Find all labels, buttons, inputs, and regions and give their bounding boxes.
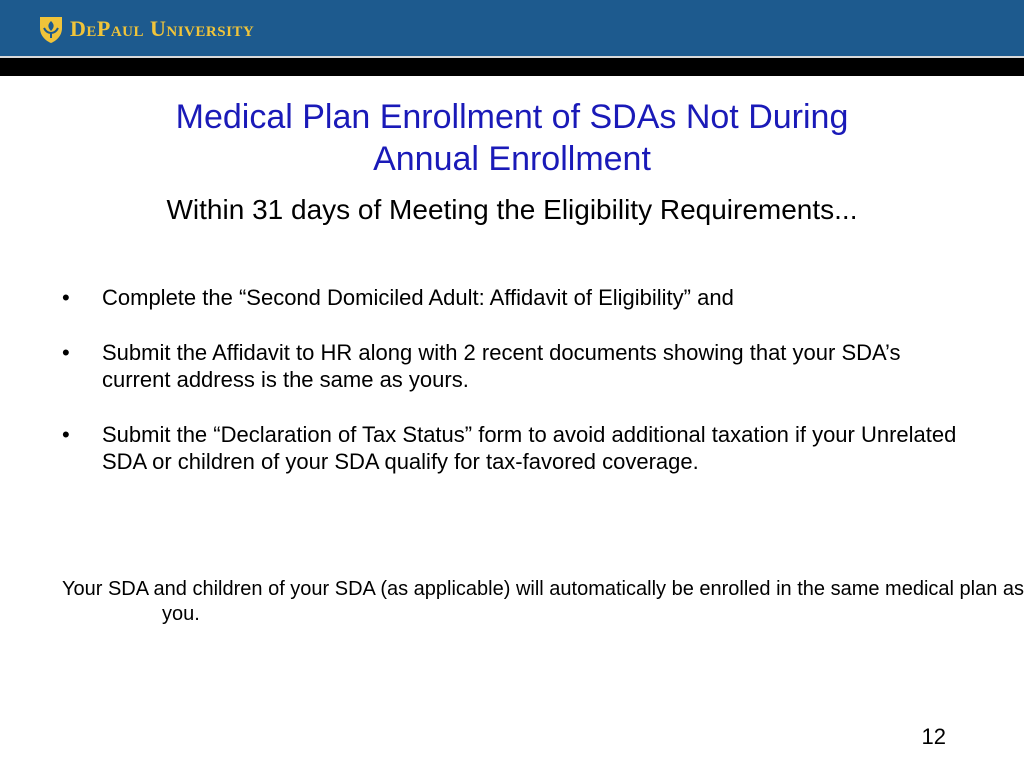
title-line-2: Annual Enrollment — [373, 140, 651, 178]
bullet-marker: • — [62, 340, 70, 365]
bullet-list — [62, 284, 962, 503]
slide-title — [60, 96, 964, 180]
title-line-1: Medical Plan Enrollment of SDAs Not During — [175, 98, 849, 136]
bullet-item — [62, 284, 962, 311]
bullet-text: Submit the Affidavit to HR along with 2 recent documents showing that your SDA’s current address is the same as yours. — [102, 340, 901, 392]
header-divider — [0, 56, 1024, 58]
bullet-text: Complete the “Second Domiciled Adult: Affidavit of Eligibility” and — [102, 285, 734, 310]
header-band — [0, 56, 1024, 76]
logo-wordmark: DePaul University — [70, 16, 255, 41]
bullet-text: Submit the “Declaration of Tax Status” form to avoid additional taxation if your Unrelated SDA or children of your SDA qualify for tax-favored coverage. — [102, 422, 957, 474]
shield-emblem-icon — [38, 14, 64, 44]
university-logo — [38, 14, 254, 44]
page-number: 12 — [921, 724, 946, 749]
slide-subtitle: Within 31 days of Meeting the Eligibility Requirements... — [166, 194, 858, 225]
bullet-item — [62, 421, 962, 475]
bullet-item — [62, 339, 962, 393]
bullet-marker: • — [62, 422, 70, 447]
bullet-marker: • — [62, 285, 70, 310]
enrollment-note: Your SDA and children of your SDA (as applicable) will automatically be enrolled in the same medical plan as you. — [62, 578, 1024, 625]
